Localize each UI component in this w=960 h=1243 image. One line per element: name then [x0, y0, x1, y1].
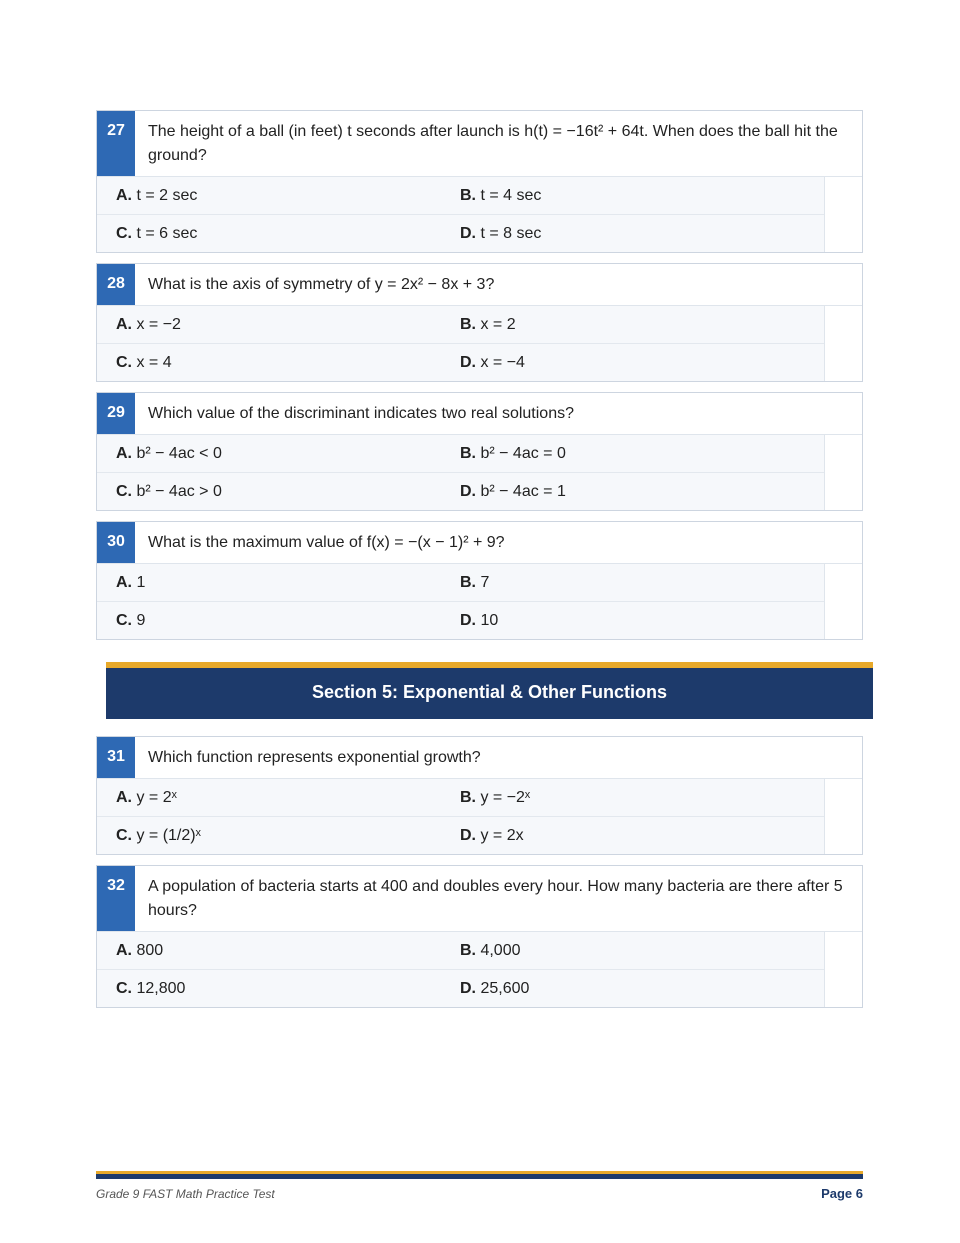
- question-number: 30: [97, 522, 135, 563]
- answer-options: [97, 564, 825, 639]
- option-b[interactable]: B. t = 4 sec: [460, 186, 542, 204]
- option-b[interactable]: B. x = 2: [460, 315, 516, 333]
- option-a[interactable]: A. t = 2 sec: [116, 186, 198, 204]
- options-row: [97, 970, 824, 1007]
- question-28: [96, 263, 863, 382]
- answer-options: [97, 435, 825, 510]
- question-text: What is the axis of symmetry of y = 2x² − 8x + 3?: [148, 276, 495, 293]
- options-row: [97, 932, 824, 970]
- question-text: Which value of the discriminant indicates two real solutions?: [148, 405, 574, 422]
- options-row: [97, 817, 824, 854]
- question-number: 28: [97, 264, 135, 305]
- option-d[interactable]: D. b² − 4ac = 1: [460, 482, 566, 500]
- question-32: [96, 865, 863, 1008]
- question-text: The height of a ball (in feet) t seconds after launch is h(t) = −16t² + 64t. When does the ball hit the ground?: [148, 123, 838, 164]
- option-a[interactable]: A. 800: [116, 941, 164, 959]
- question-number: 31: [97, 737, 135, 778]
- option-c[interactable]: C. b² − 4ac > 0: [116, 482, 222, 500]
- question-number: 32: [97, 866, 135, 931]
- question-31: [96, 736, 863, 855]
- options-row: [97, 177, 824, 215]
- options-row: [97, 473, 824, 510]
- option-c[interactable]: C. y = (1/2)ˣ: [116, 826, 201, 844]
- question-text: What is the maximum value of f(x) = −(x − 1)² + 9?: [148, 534, 505, 551]
- footer-title: Grade 9 FAST Math Practice Test: [96, 1187, 275, 1201]
- option-c[interactable]: C. x = 4: [116, 353, 172, 371]
- page-number: Page 6: [821, 1186, 863, 1201]
- answer-options: [97, 306, 825, 381]
- footer-divider-navy: [96, 1174, 863, 1179]
- section-header: Section 5: Exponential & Other Functions: [106, 662, 873, 719]
- option-a[interactable]: A. b² − 4ac < 0: [116, 444, 222, 462]
- option-a[interactable]: A. 1: [116, 573, 146, 591]
- question-27: [96, 110, 863, 253]
- question-29: [96, 392, 863, 511]
- options-row: [97, 779, 824, 817]
- question-header: [97, 522, 862, 564]
- options-row: [97, 435, 824, 473]
- option-d[interactable]: D. 25,600: [460, 979, 530, 997]
- question-number: 29: [97, 393, 135, 434]
- option-b[interactable]: B. 4,000: [460, 941, 521, 959]
- option-b[interactable]: B. 7: [460, 573, 490, 591]
- options-row: [97, 306, 824, 344]
- option-d[interactable]: D. x = −4: [460, 353, 525, 371]
- question-30: [96, 521, 863, 640]
- answer-options: [97, 932, 825, 1007]
- answer-options: [97, 177, 825, 252]
- question-number: 27: [97, 111, 135, 176]
- question-header: [97, 737, 862, 779]
- question-header: [97, 866, 862, 932]
- option-d[interactable]: D. 10: [460, 611, 499, 629]
- question-header: [97, 393, 862, 435]
- option-b[interactable]: B. b² − 4ac = 0: [460, 444, 566, 462]
- option-d[interactable]: D. y = 2x: [460, 826, 524, 844]
- question-header: [97, 264, 862, 306]
- question-text: Which function represents exponential growth?: [148, 749, 481, 766]
- option-c[interactable]: C. 12,800: [116, 979, 186, 997]
- options-row: [97, 564, 824, 602]
- option-c[interactable]: C. t = 6 sec: [116, 224, 198, 242]
- answer-options: [97, 779, 825, 854]
- option-d[interactable]: D. t = 8 sec: [460, 224, 542, 242]
- options-row: [97, 215, 824, 252]
- option-a[interactable]: A. x = −2: [116, 315, 181, 333]
- option-a[interactable]: A. y = 2ˣ: [116, 788, 177, 806]
- option-c[interactable]: C. 9: [116, 611, 146, 629]
- question-text: A population of bacteria starts at 400 and doubles every hour. How many bacteria are there after 5 hours?: [148, 878, 843, 919]
- options-row: [97, 344, 824, 381]
- question-header: [97, 111, 862, 177]
- option-b[interactable]: B. y = −2ˣ: [460, 788, 531, 806]
- options-row: [97, 602, 824, 639]
